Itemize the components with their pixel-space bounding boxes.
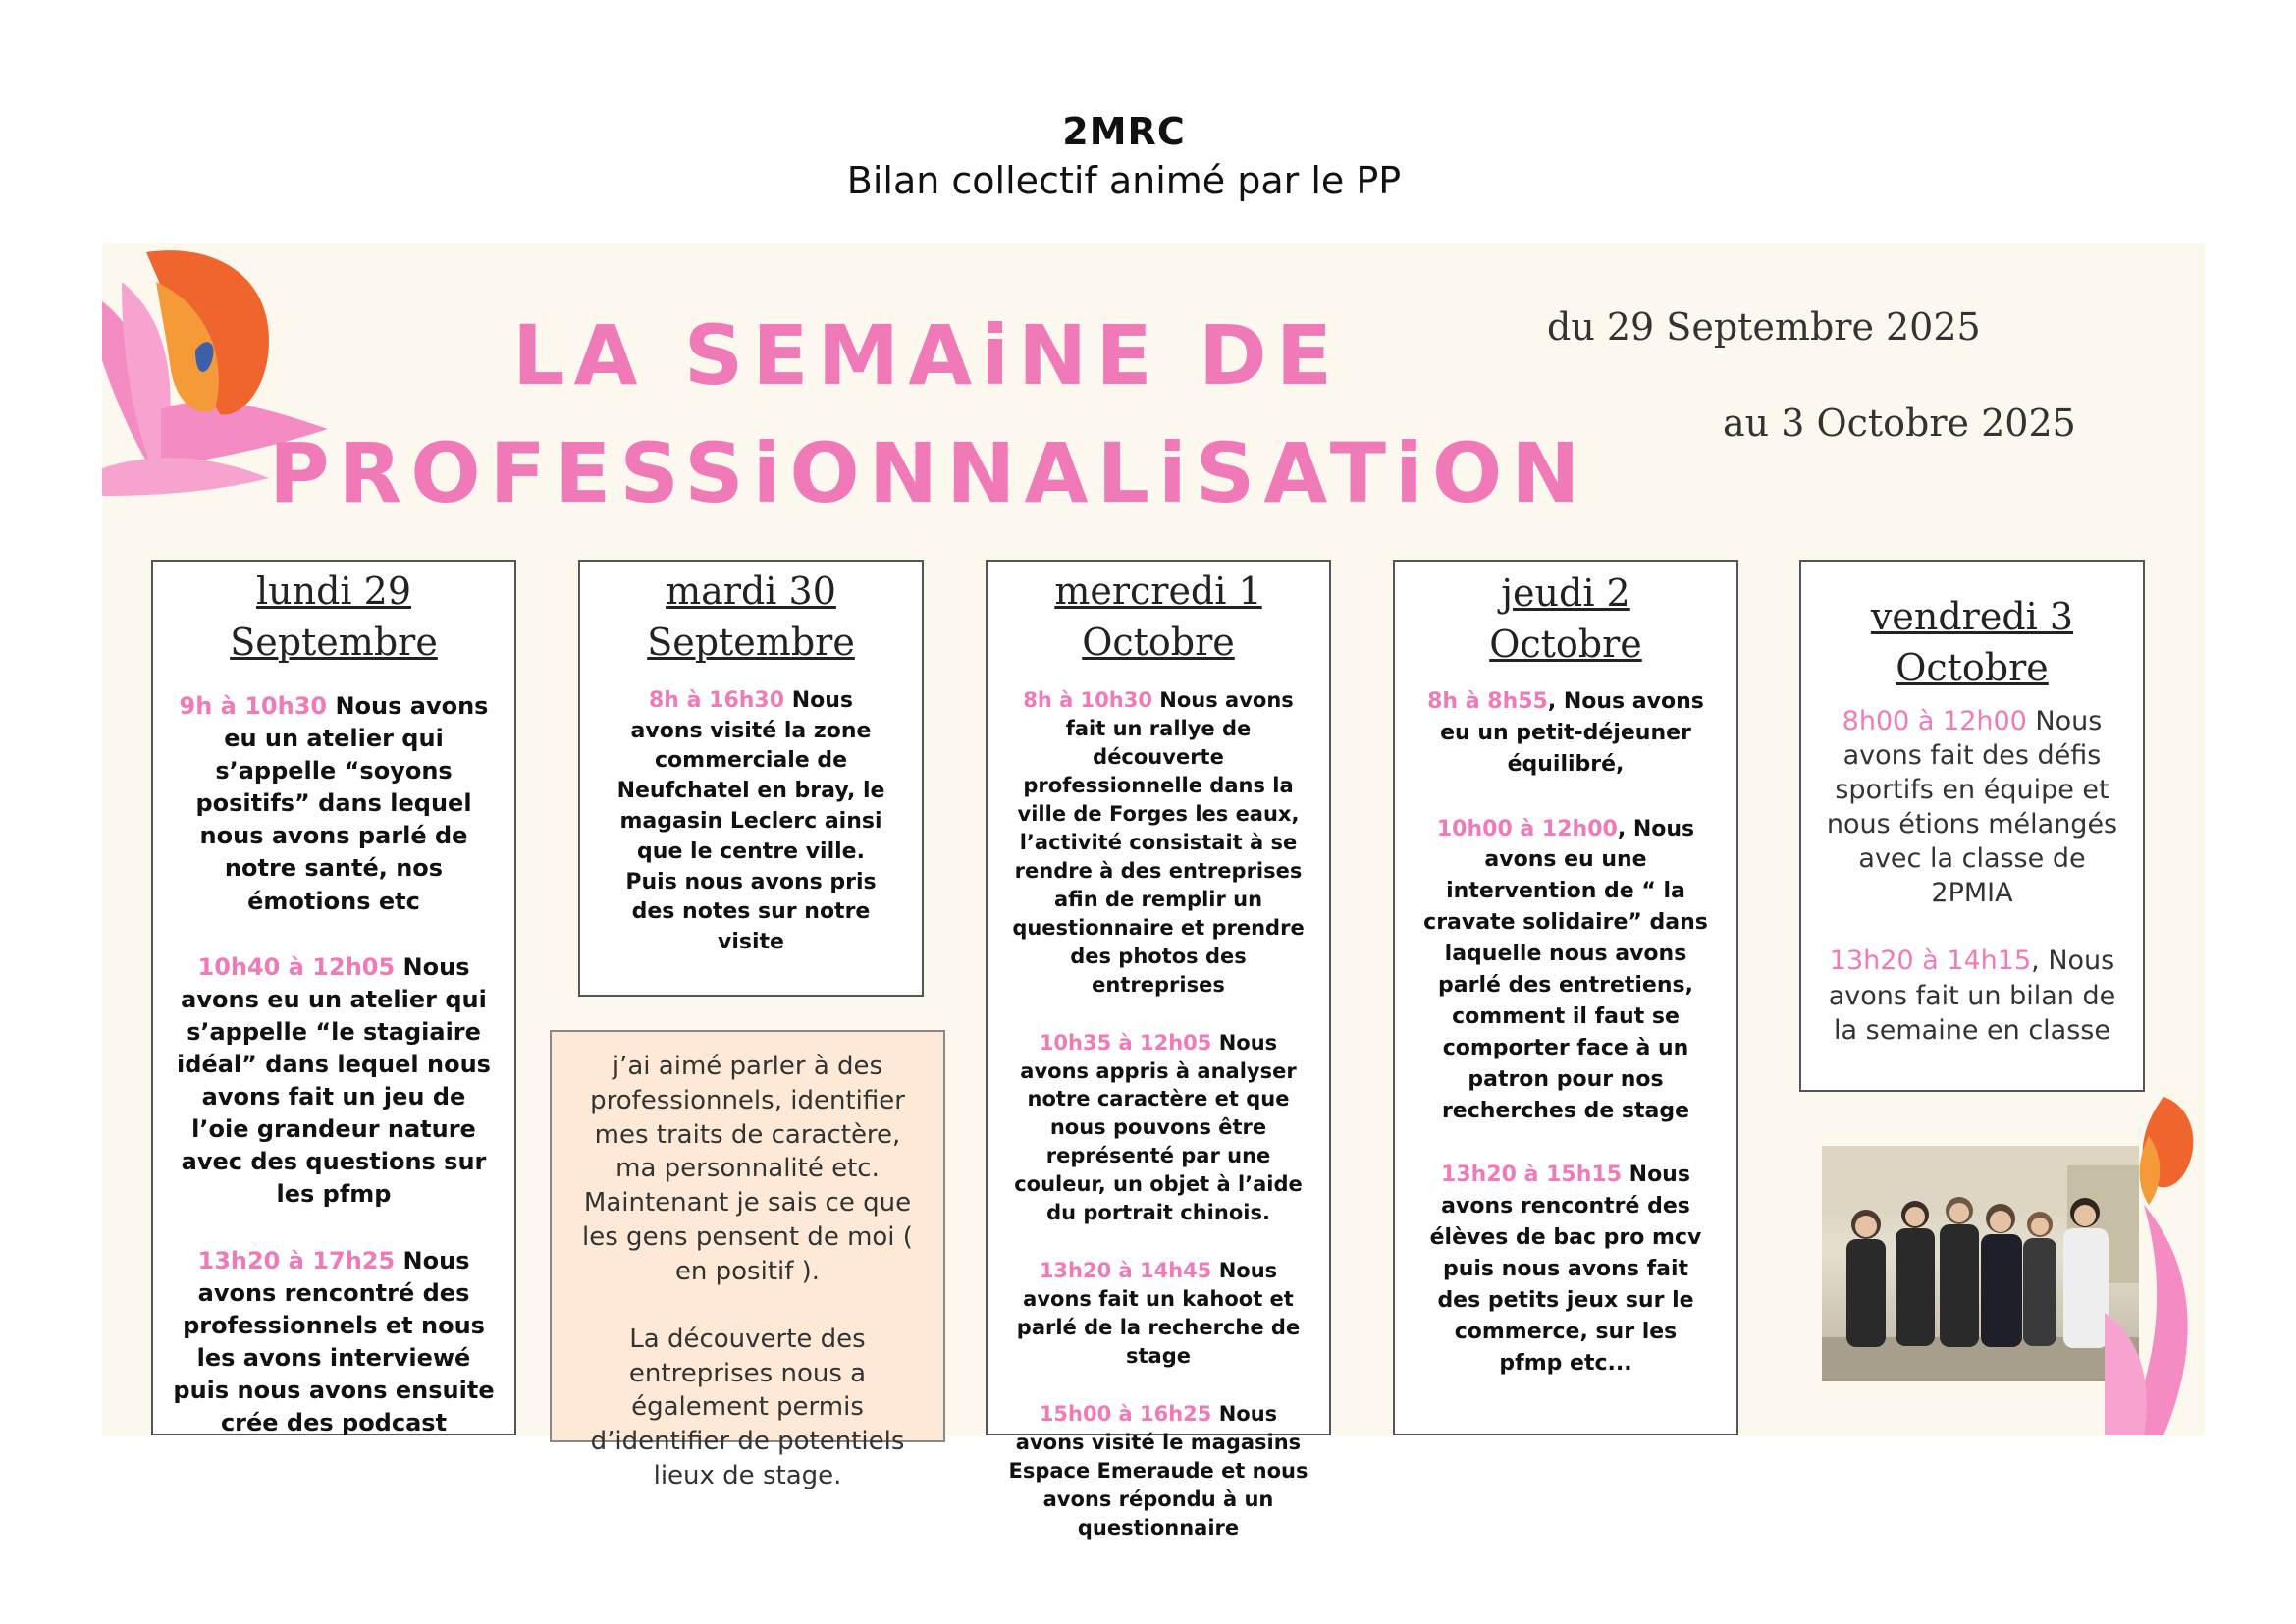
day-title: mercredi 1 Octobre bbox=[1054, 569, 1262, 665]
time-slot: 8h à 10h30 Nous avons fait un rallye de découverte professionnelle dans la ville de Forges les eaux, l’activité consistait à se rendre à des entreprises afin de remplir un questionnaire et prendre des photos des entreprises bbox=[1012, 687, 1305, 997]
document-header bbox=[0, 110, 2248, 202]
time-slot: 8h00 à 12h00 Nous avons fait des défis sportifs en équipe et nous étions mélangés avec la classe de 2PMIA bbox=[1826, 705, 2118, 909]
poster-title-line2: PROFESSiONNALiSATiON bbox=[269, 425, 1589, 521]
class-code: 2MRC bbox=[1062, 110, 1186, 153]
day-card-thursday bbox=[1393, 560, 1738, 1435]
day-title: vendredi 3 Octobre bbox=[1870, 595, 2074, 690]
day-title: jeudi 2 Octobre bbox=[1489, 571, 1642, 667]
time-slot: 10h00 à 12h00, Nous avons eu une intervention de “ la cravate solidaire” dans laquelle nous avons parlé des entretiens, comment il faut se comporter face à un patron pour nos recherches de stage bbox=[1423, 816, 1708, 1123]
poster-title-line1: LA SEMAiNE DE bbox=[512, 307, 1342, 404]
time-slot: 8h à 16h30 Nous avons visité la zone commerciale de Neufchatel en bray, le magasin Leclerc ainsi que le centre ville. Puis nous avons pris des notes sur notre visite bbox=[616, 687, 885, 955]
day-card-friday bbox=[1799, 560, 2145, 1092]
day-card-monday bbox=[151, 560, 516, 1435]
comment-card bbox=[550, 1030, 945, 1491]
time-slot: 13h20 à 14h45 Nous avons fait un kahoot et parlé de la recherche de stage bbox=[1016, 1259, 1301, 1369]
day-title: mardi 30 Septembre bbox=[647, 569, 855, 665]
time-slot: 10h40 à 12h05 Nous avons eu un atelier qui s’appelle “le stagiaire idéal” dans lequel nous avons fait un jeu de l’oie grandeur nature avec des questions sur les pfmp bbox=[177, 952, 491, 1209]
comment-paragraph: j’ai aimé parler à des professionnels, identifier mes traits de caractère, ma personnalité etc. Maintenant je sais ce que les gens pensent de moi ( en positif ). bbox=[582, 1052, 913, 1286]
group-photo bbox=[1822, 1146, 2139, 1381]
time-slot: 9h à 10h30 Nous avons eu un atelier qui s’appelle “soyons positifs” dans lequel nous avons parlé de notre santé, nos émotions etc bbox=[179, 691, 489, 915]
time-slot: 15h00 à 16h25 Nous avons visité le magasins Espace Emeraude et nous avons répondu à un questionnaire bbox=[1008, 1402, 1308, 1541]
day-card-wednesday bbox=[986, 560, 1331, 1541]
time-slot: 10h35 à 12h05 Nous avons appris à analyser notre caractère et que nous pouvons être représenté par une couleur, un objet à l’aide du portrait chinois. bbox=[1014, 1030, 1303, 1225]
date-from: du 29 Septembre 2025 bbox=[1547, 305, 1981, 349]
date-to: au 3 Octobre 2025 bbox=[1723, 402, 2076, 445]
day-title: lundi 29 Septembre bbox=[230, 569, 438, 665]
poster bbox=[102, 243, 2205, 1541]
group-photo-image bbox=[1822, 1146, 2139, 1381]
time-slot: 8h à 8h55, Nous avons eu un petit-déjeuner équilibré, bbox=[1427, 688, 1704, 777]
lily-flower-icon bbox=[2105, 1097, 2205, 1435]
comment-paragraph: La découverte des entreprises nous a également permis d’identifier de potentiels lieux de stage. bbox=[590, 1324, 905, 1491]
time-slot: 13h20 à 17h25 Nous avons rencontré des professionnels et nous les avons interviewé puis nous avons ensuite crée des podcast bbox=[173, 1246, 495, 1437]
time-slot: 13h20 à 15h15 Nous avons rencontré des élèves de bac pro mcv puis nous avons fait des petits jeux sur le commerce, sur les pfmp etc... bbox=[1429, 1163, 1702, 1376]
day-card-tuesday bbox=[578, 560, 924, 997]
document-subtitle: Bilan collectif animé par le PP bbox=[846, 159, 1402, 202]
time-slot: 13h20 à 14h15, Nous avons fait un bilan de la semaine en classe bbox=[1828, 946, 2116, 1046]
